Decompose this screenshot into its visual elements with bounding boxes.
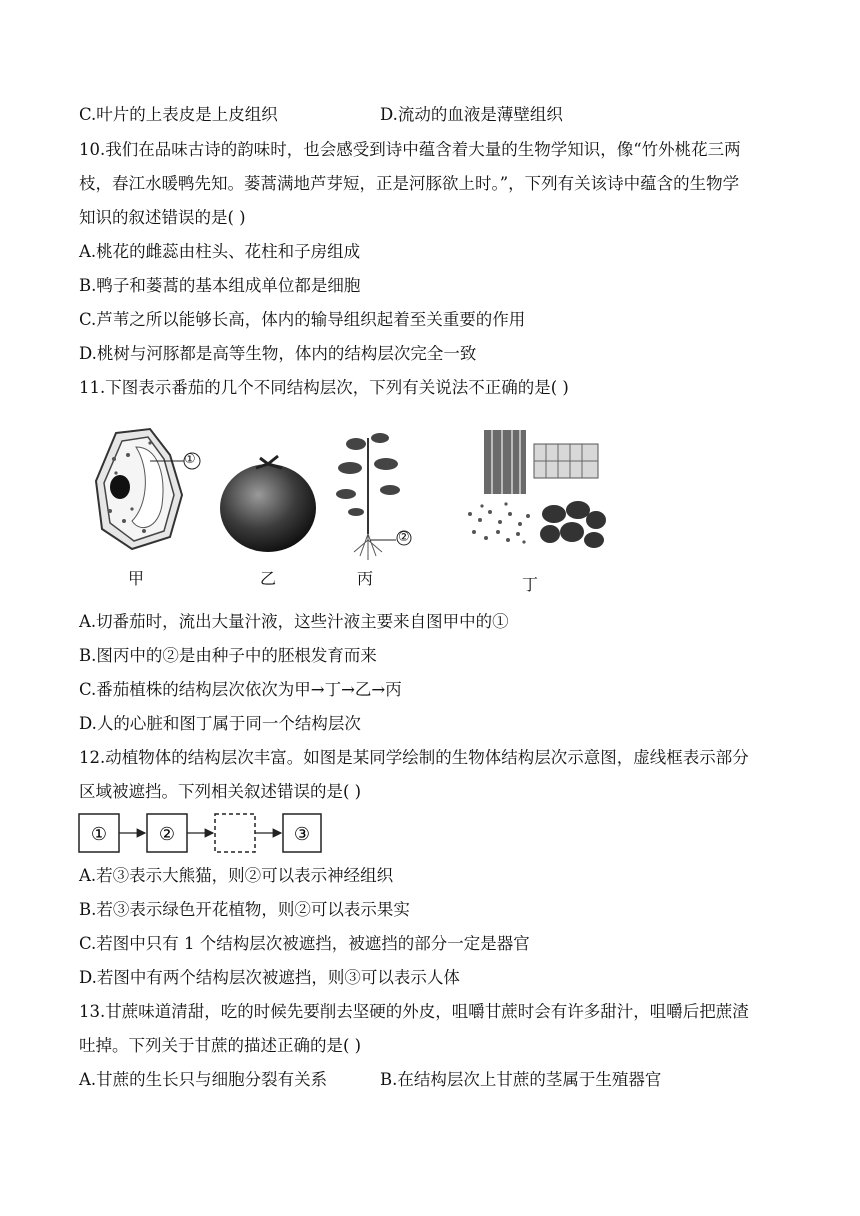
label-jia: 甲 [128,569,145,588]
q13-stem-line-2: 吐掉。下列关于甘蔗的描述正确的是( ) [79,1036,362,1055]
q9-option-d: D.流动的血液是薄壁组织 [380,105,563,124]
q10-option-b: B.鸭子和蒌蒿的基本组成单位都是细胞 [79,276,361,295]
tomato-figure [216,450,320,554]
q11-option-d: D.人的心脏和图丁属于同一个结构层次 [79,714,361,733]
q11-option-b: B.图丙中的②是由种子中的胚根发育而来 [79,646,377,665]
q10-stem-line-2: 枝，春江水暖鸭先知。蒌蒿满地芦芽短，正是河豚欲上时。”，下列有关该诗中蕴含的生物学 [79,174,740,193]
q11-stem: 11.下图表示番茄的几个不同结构层次，下列有关说法不正确的是( ) [79,378,569,397]
diagram-label-1: ① [90,824,108,845]
q12-stem-line-1: 12.动植物体的结构层次丰富。如图是某同学绘制的生物体结构层次示意图，虚线框表示部分 [79,748,749,767]
q10-stem-line-1: 10.我们在品味古诗的韵味时，也会感受到诗中蕴含着大量的生物学知识，像“竹外桃花三两 [79,140,741,159]
q11-option-a: A.切番茄时，流出大量汁液，这些汁液主要来自图甲中的① [79,612,509,631]
label-ding: 丁 [522,575,539,594]
q10-option-d: D.桃树与河豚都是高等生物，体内的结构层次完全一致 [79,344,477,363]
q9-option-c: C.叶片的上表皮是上皮组织 [79,105,278,124]
label-bing: 丙 [357,569,374,588]
hierarchy-diagram [78,812,322,854]
diagram-label-3: ③ [293,824,311,845]
q12-option-d: D.若图中有两个结构层次被遮挡，则③可以表示人体 [79,968,460,987]
marker-2: ② [398,530,410,545]
diagram-label-2: ② [158,824,176,845]
q11-option-c: C.番茄植株的结构层次依次为甲→丁→乙→丙 [79,680,402,699]
tissue-figure [462,428,612,558]
q13-stem-line-1: 13.甘蔗味道清甜，吃的时候先要削去坚硬的外皮，咀嚼甘蔗时会有许多甜汁，咀嚼后把蔗渣 [79,1002,749,1021]
q10-option-a: A.桃花的雌蕊由柱头、花柱和子房组成 [79,242,361,261]
q12-option-c: C.若图中只有 1 个结构层次被遮挡，被遮挡的部分一定是器官 [79,934,530,953]
marker-1: ① [184,452,196,467]
q12-option-b: B.若③表示绿色开花植物，则②可以表示果实 [79,900,410,919]
q12-option-a: A.若③表示大熊猫，则②可以表示神经组织 [79,866,394,885]
q10-stem-line-3: 知识的叙述错误的是( ) [79,208,246,227]
plant-cell-figure [88,425,208,555]
label-yi: 乙 [260,569,277,588]
q12-stem-line-2: 区域被遮挡。下列相关叙述错误的是( ) [79,782,362,801]
diagram-hidden-box [215,814,255,852]
q13-option-a: A.甘蔗的生长只与细胞分裂有关系 [79,1070,328,1089]
q13-option-b: B.在结构层次上甘蔗的茎属于生殖器官 [380,1070,662,1089]
q10-option-c: C.芦苇之所以能够长高，体内的输导组织起着至关重要的作用 [79,310,526,329]
